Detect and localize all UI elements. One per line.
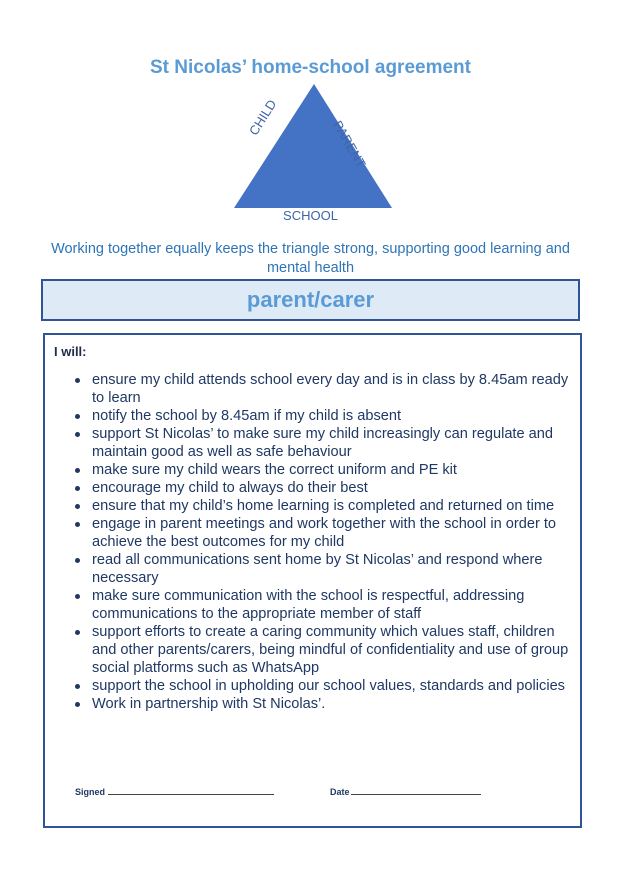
commitments-list [92, 371, 579, 713]
list-item-text: ensure my child attends school every day and is in class by 8.45am ready to learn [92, 372, 569, 406]
document-title: St Nicolas’ home-school agreement [150, 57, 471, 78]
list-item-text: notify the school by 8.45am if my child is absent [92, 408, 402, 424]
list-item-text: read all communications sent home by St Nicolas’ and respond where necessary [92, 552, 543, 586]
bullet-icon [75, 486, 80, 491]
bullet-icon [75, 558, 80, 563]
list-item [92, 623, 579, 677]
signature-line [108, 794, 274, 795]
list-item [92, 695, 579, 713]
triangle-label-parent: PARENT [330, 118, 369, 171]
bullet-icon [75, 432, 80, 437]
triangle-shape [230, 82, 400, 224]
list-item [92, 551, 579, 587]
list-item-text: engage in parent meetings and work together with the school in order to achieve the best outcomes for my child [92, 516, 557, 550]
list-item [92, 425, 579, 461]
date-field [330, 787, 481, 797]
bullet-icon [75, 414, 80, 419]
list-item-text: Work in partnership with St Nicolas’. [92, 696, 326, 712]
bullet-icon [75, 684, 80, 689]
list-item-text: make sure communication with the school is respectful, addressing communications to the appropriate member of staff [92, 588, 525, 622]
list-item-text: support the school in upholding our school values, standards and policies [92, 678, 565, 694]
bullet-icon [75, 468, 80, 473]
bullet-icon [75, 378, 80, 383]
list-item-text: encourage my child to always do their best [92, 480, 368, 496]
list-item [92, 515, 579, 551]
list-item [92, 497, 579, 515]
bullet-icon [75, 522, 80, 527]
list-item [92, 461, 579, 479]
triangle-diagram [230, 82, 400, 224]
list-item [92, 587, 579, 623]
bullet-icon [75, 702, 80, 707]
role-heading: parent/carer [246, 287, 375, 312]
list-item [92, 371, 579, 407]
bullet-icon [75, 630, 80, 635]
bullet-icon [75, 504, 80, 509]
signed-label: Signed [75, 787, 106, 797]
role-banner [41, 279, 580, 321]
commitments-box [43, 333, 582, 828]
date-line [351, 794, 481, 795]
list-item [92, 479, 579, 497]
signature-field [75, 787, 274, 797]
triangle-label-child: CHILD [246, 96, 280, 138]
date-label: Date [330, 787, 350, 797]
list-item-text: ensure that my child’s home learning is completed and returned on time [92, 498, 555, 514]
list-item [92, 677, 579, 695]
bullet-icon [75, 594, 80, 599]
list-item-text: support efforts to create a caring community which values staff, children and other parents/carers, being mindful of confidentiality and use of group social platforms such as WhatsApp [92, 624, 569, 676]
list-item-text: support St Nicolas’ to make sure my child increasingly can regulate and maintain good as well as safe behaviour [92, 426, 554, 460]
list-item-text: make sure my child wears the correct uniform and PE kit [92, 462, 457, 478]
triangle-label-school: SCHOOL [283, 208, 338, 223]
subtitle-text: Working together equally keeps the triangle strong, supporting good learning and mental health [51, 241, 570, 276]
list-item [92, 407, 579, 425]
intro-label: I will: [54, 344, 87, 359]
